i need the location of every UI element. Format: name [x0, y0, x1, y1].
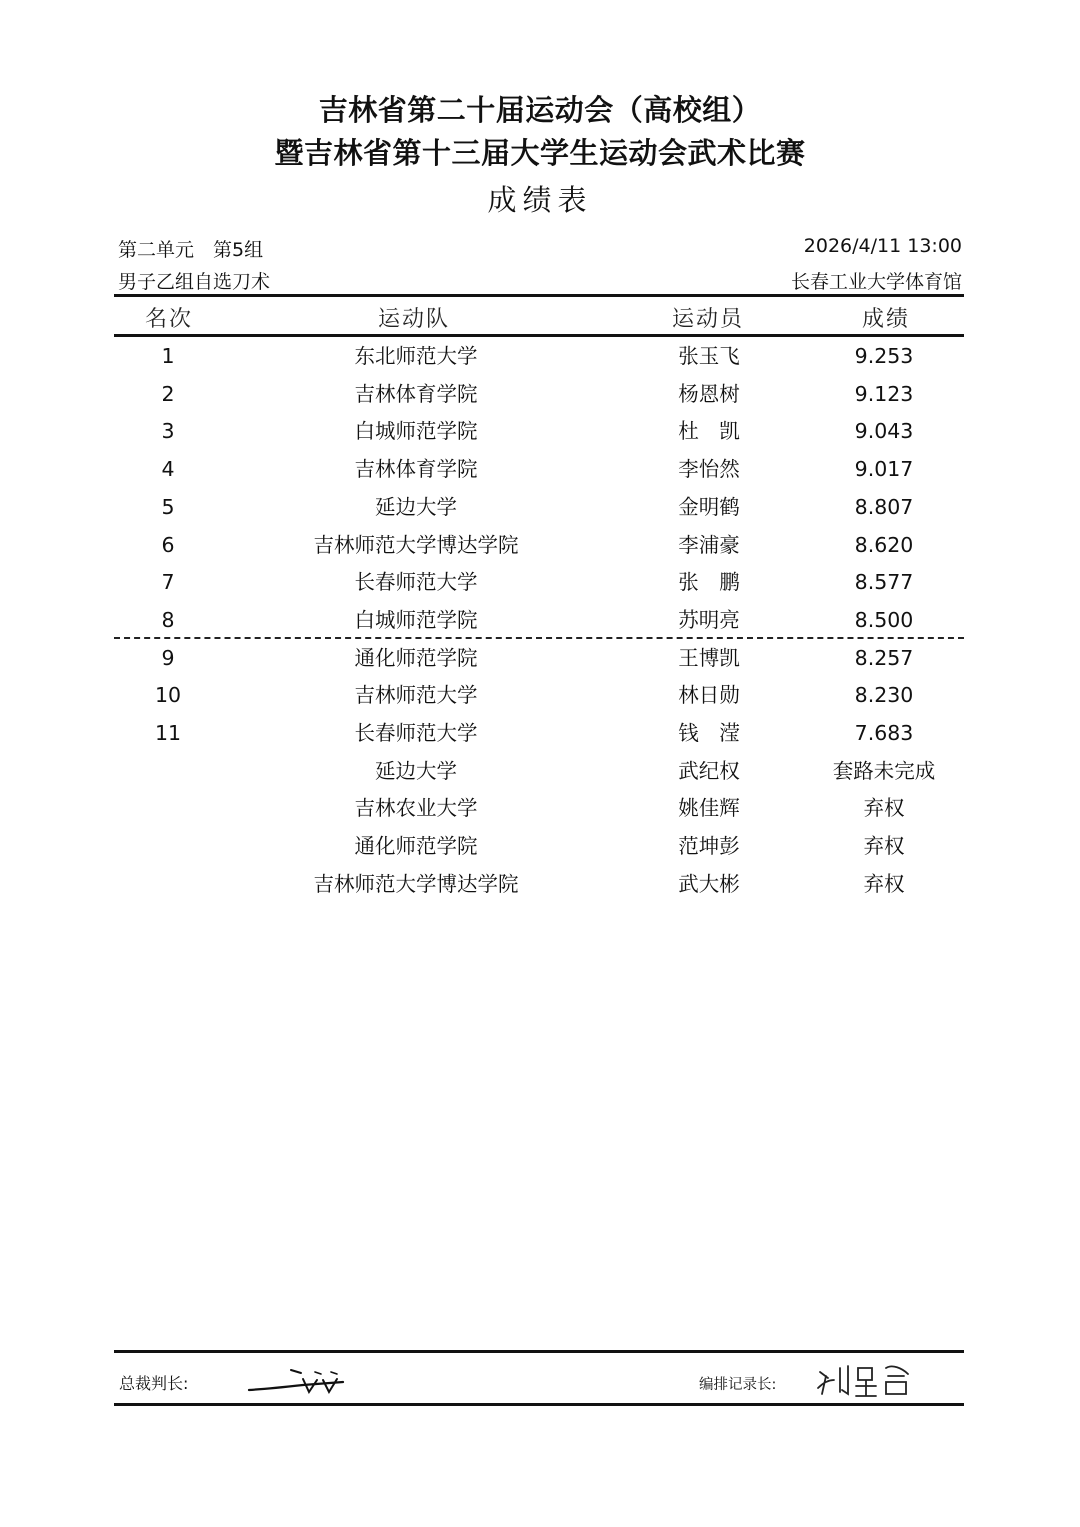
- team-cell: 吉林师范大学: [354, 683, 478, 708]
- rank-cell: 5: [161, 494, 175, 519]
- table-row: [114, 789, 964, 827]
- team-cell: 东北师范大学: [354, 344, 478, 368]
- athlete-cell: 张 鹏: [678, 570, 740, 595]
- score-cell: 9.017: [854, 457, 914, 482]
- team-cell: 延边大学: [375, 494, 457, 519]
- table-row: [114, 488, 964, 526]
- table-row: [114, 676, 964, 714]
- footer-top-rule: [114, 1350, 964, 1353]
- table-top-rule: [114, 294, 964, 297]
- score-cell: 8.230: [854, 683, 914, 708]
- col-header-athlete: 运动员: [672, 307, 745, 332]
- score-cell: 7.683: [854, 721, 914, 745]
- event-name: 男子乙组自选刀术: [118, 271, 271, 293]
- col-header-score: 成绩: [862, 307, 911, 332]
- table-row: [114, 865, 964, 903]
- team-cell: 吉林师范大学博达学院: [313, 871, 519, 896]
- venue: 长春工业大学体育馆: [790, 271, 962, 293]
- athlete-cell: 杜 凯: [678, 419, 740, 444]
- rank-cell: 4: [161, 457, 175, 482]
- table-row: [114, 639, 964, 677]
- athlete-cell: 钱 滢: [678, 721, 740, 745]
- footer-bottom-rule: [114, 1403, 964, 1406]
- score-cell: 8.620: [854, 532, 914, 557]
- col-header-rank: 名次: [145, 307, 194, 332]
- athlete-cell: 金明鹤: [678, 494, 740, 519]
- athlete-cell: 李怡然: [678, 457, 740, 482]
- athlete-cell: 武大彬: [678, 871, 740, 896]
- athlete-cell: 杨恩树: [678, 381, 740, 406]
- athlete-cell: 李浦豪: [678, 532, 740, 557]
- score-cell: 弃权: [863, 834, 905, 859]
- rank-cell: 7: [161, 570, 175, 595]
- team-cell: 白城师范学院: [354, 419, 478, 444]
- score-cell: 8.257: [854, 645, 914, 670]
- date-time: 2026/4/11 13:00: [803, 235, 962, 257]
- athlete-cell: 林日勋: [678, 683, 740, 708]
- table-row: [114, 752, 964, 790]
- recorder-label: 编排记录长:: [699, 1377, 777, 1393]
- table-row: [114, 337, 964, 375]
- score-cell: 9.253: [854, 344, 914, 368]
- score-cell: 9.043: [854, 419, 914, 444]
- score-cell: 8.500: [854, 607, 914, 632]
- document-subtitle: 成绩表: [487, 183, 593, 217]
- team-cell: 吉林体育学院: [354, 457, 478, 482]
- table-row: [114, 450, 964, 488]
- team-cell: 长春师范大学: [354, 570, 478, 595]
- table-row: [114, 375, 964, 413]
- team-cell: 通化师范学院: [354, 645, 478, 670]
- score-cell: 套路未完成: [832, 758, 936, 783]
- team-cell: 延边大学: [375, 758, 457, 783]
- score-cell: 9.123: [854, 381, 914, 406]
- table-row: [114, 526, 964, 564]
- score-cell: 弃权: [863, 871, 905, 896]
- score-cell: 8.577: [854, 570, 914, 595]
- athlete-cell: 武纪权: [678, 758, 740, 783]
- athlete-cell: 苏明亮: [678, 607, 740, 632]
- title-line-2: 暨吉林省第十三届大学生运动会武术比赛: [274, 136, 806, 170]
- team-cell: 长春师范大学: [354, 721, 478, 745]
- table-row: [114, 601, 964, 639]
- athlete-cell: 姚佳辉: [678, 796, 740, 821]
- title-line-1: 吉林省第二十届运动会（高校组）: [318, 93, 762, 127]
- unit-group: 第二单元 第5组: [118, 239, 264, 261]
- team-cell: 吉林师范大学博达学院: [313, 532, 519, 557]
- table-row: [114, 827, 964, 865]
- athlete-cell: 张玉飞: [678, 344, 740, 368]
- rank-cell: 11: [154, 721, 182, 745]
- score-cell: 8.807: [854, 494, 914, 519]
- table-row: [114, 412, 964, 450]
- qualification-cutoff-line: [114, 637, 964, 639]
- team-cell: 吉林农业大学: [354, 796, 478, 821]
- rank-cell: 3: [161, 419, 175, 444]
- team-cell: 吉林体育学院: [354, 381, 478, 406]
- rank-cell: 1: [161, 344, 175, 368]
- chief-judge-label: 总裁判长:: [119, 1374, 189, 1393]
- team-cell: 白城师范学院: [354, 607, 478, 632]
- rank-cell: 6: [161, 532, 175, 557]
- table-row: [114, 563, 964, 601]
- rank-cell: 8: [161, 607, 175, 632]
- rank-cell: 10: [154, 683, 182, 708]
- rank-cell: 2: [161, 381, 175, 406]
- athlete-cell: 范坤彭: [678, 834, 740, 859]
- score-cell: 弃权: [863, 796, 905, 821]
- col-header-team: 运动队: [378, 307, 451, 332]
- rank-cell: 9: [161, 645, 175, 670]
- table-row: [114, 714, 964, 752]
- recorder-signature: [812, 1358, 917, 1402]
- team-cell: 通化师范学院: [354, 834, 478, 859]
- athlete-cell: 王博凯: [678, 645, 740, 670]
- chief-judge-signature: [245, 1360, 360, 1400]
